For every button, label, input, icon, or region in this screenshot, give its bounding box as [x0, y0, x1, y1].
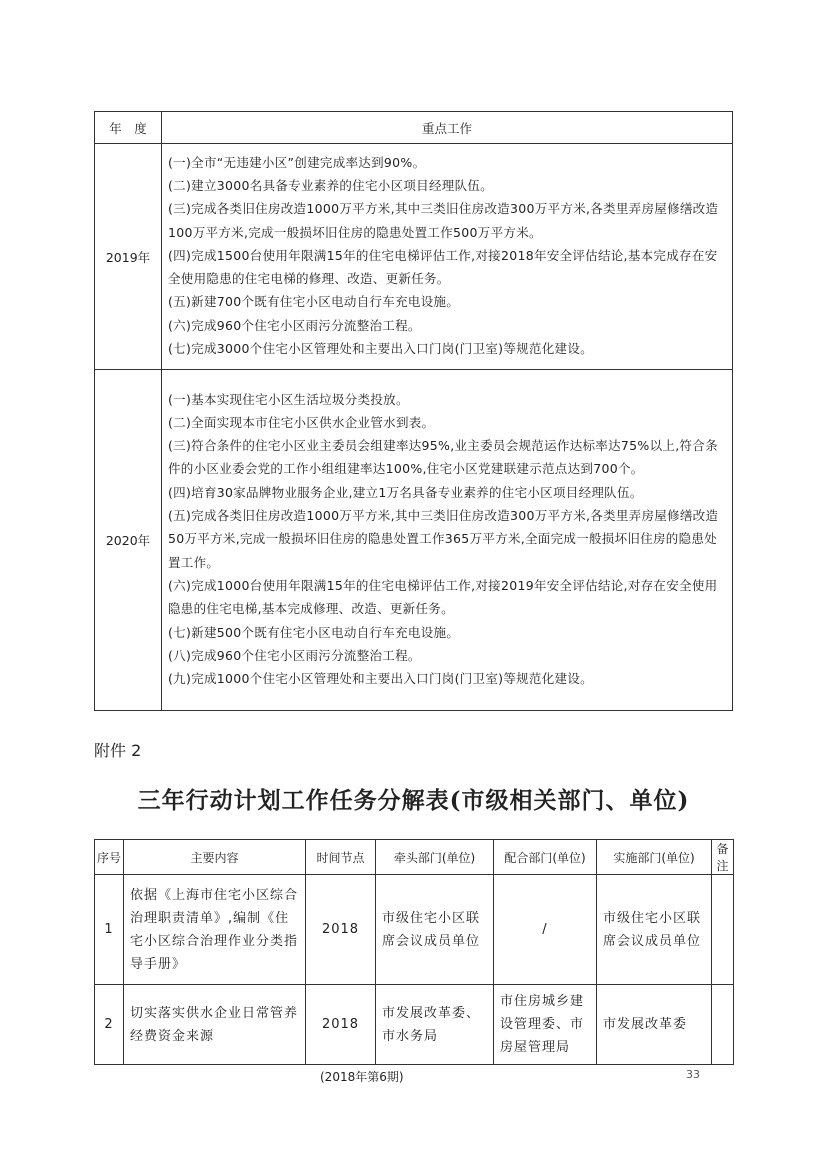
annual-work-table [94, 111, 733, 711]
row-content: 依据《上海市住宅小区综合治理职责清单》,编制《住宅小区综合治理作业分类指导手册》 [124, 875, 306, 985]
row-time: 2018 [306, 875, 376, 985]
table-row [95, 875, 734, 985]
work-item: (四)完成1500台使用年限满15年的住宅电梯评估工作,对接2018年安全评估结论,基本完成存在安全使用隐患的住宅电梯的修理、改造、更新任务。 [168, 247, 718, 287]
work-item: (五)完成各类旧住房改造1000万平方米,其中三类旧住房改造300万平方米,各类里弄房屋修缮改造50万平方米,完成一般损坏旧住房的隐患处置工作365万平方米,全面完成一般损坏旧住房的隐患处置工作。 [168, 508, 719, 570]
row-lead: 市级住宅小区联席会议成员单位 [376, 875, 494, 985]
work-item: (一)基本实现住宅小区生活垃圾分类投放。 [168, 391, 409, 407]
page-title: 三年行动计划工作任务分解表(市级相关部门、单位) [137, 787, 690, 814]
header-time: 时间节点 [306, 840, 376, 875]
attachment-label: 附件 2 [94, 741, 142, 760]
row-content: 切实落实供水企业日常管养经费资金来源 [124, 985, 306, 1065]
row-cooperate: 市住房城乡建设管理委、市房屋管理局 [494, 985, 597, 1065]
row-implement: 市级住宅小区联席会议成员单位 [597, 875, 712, 985]
work-item: (七)完成3000个住宅小区管理处和主要出入口门岗(门卫室)等规范化建设。 [168, 341, 593, 357]
work-cell [162, 370, 733, 711]
row-remarks [712, 985, 734, 1065]
task-breakdown-table [94, 839, 734, 1065]
header-remarks: 备注 [712, 840, 734, 875]
work-item: (六)完成960个住宅小区雨污分流整治工程。 [168, 317, 421, 333]
row-lead: 市发展改革委、市水务局 [376, 985, 494, 1065]
header-no: 序号 [95, 840, 124, 875]
header-lead: 牵头部门(单位) [376, 840, 494, 875]
row-implement: 市发展改革委 [597, 985, 712, 1065]
page-number: 33 [686, 1068, 700, 1081]
table-row [95, 985, 734, 1065]
work-item: (二)建立3000名具备专业素养的住宅小区项目经理队伍。 [168, 177, 493, 193]
header-key-work: 重点工作 [162, 112, 733, 144]
work-item: (五)新建700个既有住宅小区电动自行车充电设施。 [168, 294, 460, 310]
row-time: 2018 [306, 985, 376, 1065]
work-item: (一)全市“无违建小区”创建完成率达到90%。 [168, 154, 426, 170]
header-implement: 实施部门(单位) [597, 840, 712, 875]
work-item: (三)完成各类旧住房改造1000万平方米,其中三类旧住房改造300万平方米,各类里弄房屋修缮改造100万平方米,完成一般损坏旧住房的隐患处置工作500万平方米。 [168, 201, 719, 240]
row-no: 2 [95, 985, 124, 1065]
work-item: (二)全面实现本市住宅小区供水企业管水到表。 [168, 414, 435, 430]
table-row [95, 144, 733, 370]
header-content: 主要内容 [124, 840, 306, 875]
work-item: (九)完成1000个住宅小区管理处和主要出入口门岗(门卫室)等规范化建设。 [168, 671, 593, 687]
row-remarks [712, 875, 734, 985]
table-row [95, 370, 733, 711]
row-no: 1 [95, 875, 124, 985]
work-item: (三)符合条件的住宅小区业主委员会组建率达95%,业主委员会规范运作达标率达75%以上,符合条件的小区业委会党的工作小组组建率达100%,住宅小区党建联建示范点达到700个。 [168, 438, 718, 477]
work-item: (四)培育30家品牌物业服务企业,建立1万名具备专业素养的住宅小区项目经理队伍。 [168, 484, 643, 500]
year-cell: 2020年 [95, 370, 162, 711]
work-cell [162, 144, 733, 370]
work-item: (六)完成1000台使用年限满15年的住宅电梯评估工作,对接2019年安全评估结论,对存在安全使用隐患的住宅电梯,基本完成修理、改造、更新任务。 [168, 577, 718, 617]
work-item: (八)完成960个住宅小区雨污分流整治工程。 [168, 647, 421, 663]
year-cell: 2019年 [95, 144, 162, 370]
work-item: (七)新建500个既有住宅小区电动自行车充电设施。 [168, 624, 460, 640]
table-header-row [95, 112, 733, 144]
row-cooperate: / [494, 875, 597, 985]
header-cooperate: 配合部门(单位) [494, 840, 597, 875]
table-header-row [95, 840, 734, 875]
issue-footer: (2018年第6期) [320, 1070, 404, 1084]
header-year: 年 度 [95, 112, 162, 144]
